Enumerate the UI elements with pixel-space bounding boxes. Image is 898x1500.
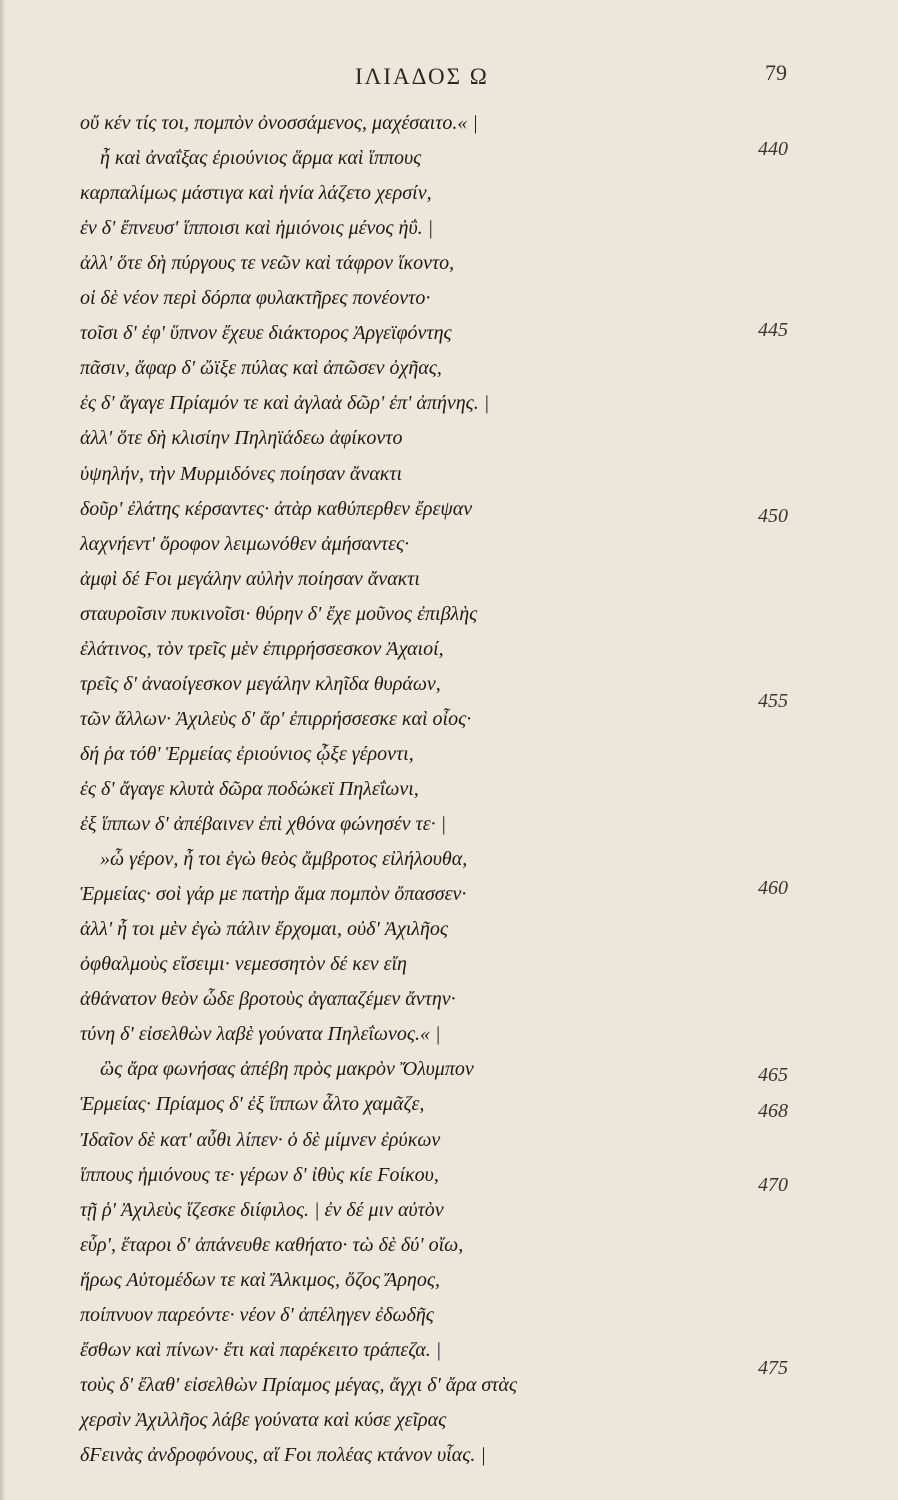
verse-line: καρπαλίμως μάστιγα καὶ ἡνία λάζετο χερσίν, xyxy=(80,182,432,204)
verse-line: ἐν δ' ἔπνευσ' ἵπποισι καὶ ἡμιόνοις μένος ἠΰ. | xyxy=(80,217,434,239)
verse-line: ἵππους ἡμιόνους τε· γέρων δ' ἰθὺς κίε Ϝοίκου, xyxy=(80,1164,439,1186)
verse-line: ὣς ἄρα φωνήσας ἀπέβη πρὸς μακρὸν Ὄλυμπον xyxy=(100,1058,474,1080)
verse-line: τοὺς δ' ἔλαθ' εἰσελθὼν Πρίαμος μέγας, ἄγχι δ' ἄρα στὰς xyxy=(80,1374,518,1396)
verse-line: οἱ δὲ νέον περὶ δόρπα φυλακτῆρες πονέοντο· xyxy=(80,287,431,309)
verse-line: Ἰδαῖον δὲ κατ' αὖθι λίπεν· ὁ δὲ μίμνεν ἐρύκων xyxy=(80,1129,441,1151)
page-number: 79 xyxy=(765,60,787,85)
verse-line: ποίπνυον παρεόντε· νέον δ' ἀπέληγεν ἐδωδῆς xyxy=(80,1304,434,1326)
verse-line: εὗρ', ἕταροι δ' ἀπάνευθε καθήατο· τὼ δὲ δύ' οἴω, xyxy=(80,1234,464,1256)
verse-line: ἔσθων καὶ πίνων· ἔτι καὶ παρέκειτο τράπεζα. | xyxy=(80,1339,442,1361)
verse-line: ὑψηλήν, τὴν Μυρμιδόνες ποίησαν ἄνακτι xyxy=(80,463,403,485)
verse-line: Ἑρμείας· σοὶ γάρ με πατὴρ ἅμα πομπὸν ὄπασσεν· xyxy=(80,883,467,905)
page-gutter-shadow xyxy=(0,0,6,1500)
line-number: 445 xyxy=(758,319,788,341)
verse-line: τρεῖς δ' ἀναοίγεσκον μεγάλην κληῖδα θυράων, xyxy=(80,673,441,695)
verse-line: ἦ καὶ ἀναΐξας ἐριούνιος ἅρμα καὶ ἵππους xyxy=(100,147,422,169)
verse-line: πᾶσιν, ἄφαρ δ' ὤϊξε πύλας καὶ ἀπῶσεν ὀχῆας, xyxy=(80,357,442,379)
verse-line: Ἑρμείας· Πρίαμος δ' ἐξ ἵππων ἆλτο χαμᾶζε, xyxy=(80,1093,425,1115)
verse-line: τοῖσι δ' ἐφ' ὕπνον ἔχευε διάκτορος Ἀργεϊφόντης xyxy=(80,322,452,344)
verse-line: ἀλλ' ἦ τοι μὲν ἐγὼ πάλιν ἔρχομαι, οὐδ' Ἀχιλῆος xyxy=(80,918,449,940)
verse-line: ὀφθαλμοὺς εἴσειμι· νεμεσσητὸν δέ κεν εἴη xyxy=(80,953,407,975)
verse-line: ἀλλ' ὅτε δὴ κλισίην Πηληϊάδεω ἀφίκοντο xyxy=(80,427,403,449)
running-title: ΙΛΙΑΔΟΣ Ω xyxy=(355,64,489,89)
verse-line: ἐξ ἵππων δ' ἀπέβαινεν ἐπὶ χθόνα φώνησέν τε· | xyxy=(80,813,447,835)
verse-line: δϜεινὰς ἀνδροφόνους, αἵ Ϝοι πολέας κτάνον υἷας. | xyxy=(80,1444,486,1466)
line-number: 465 xyxy=(758,1064,788,1086)
verse-line: ἀλλ' ὅτε δὴ πύργους τε νεῶν καὶ τάφρον ἵκοντο, xyxy=(80,252,455,274)
line-number: 470 xyxy=(758,1174,788,1196)
line-number: 455 xyxy=(758,690,788,712)
verse-line: ἥρως Αὐτομέδων τε καὶ Ἄλκιμος, ὄζος Ἄρηος, xyxy=(80,1269,440,1291)
verse-line: ἀμφὶ δέ Ϝοι μεγάλην αὐλὴν ποίησαν ἄνακτι xyxy=(80,568,420,590)
verse-line: οὔ κέν τίς τοι, πομπὸν ὀνοσσάμενος, μαχέσαιτο.« | xyxy=(80,112,478,134)
line-number: 440 xyxy=(758,138,788,160)
verse-line: ἀθάνατον θεὸν ὧδε βροτοὺς ἀγαπαζέμεν ἄντην· xyxy=(80,988,456,1010)
verse-line: λαχνήεντ' ὄροφον λειμωνόθεν ἀμήσαντες· xyxy=(80,533,410,555)
verse-line: ἐς δ' ἄγαγε Πρίαμόν τε καὶ ἀγλαὰ δῶρ' ἐπ' ἀπήνης. | xyxy=(80,392,490,414)
verse-line: δή ῥα τόθ' Ἑρμείας ἐριούνιος ᾦξε γέροντι, xyxy=(80,743,414,765)
verse-line: ἐλάτινος, τὸν τρεῖς μὲν ἐπιρρήσσεσκον Ἀχαιοί, xyxy=(80,638,444,660)
line-number: 450 xyxy=(758,505,788,527)
verse-line: »ὦ γέρον, ἦ τοι ἐγὼ θεὸς ἄμβροτος εἰλήλουθα, xyxy=(100,848,468,870)
verse-line: δοῦρ' ἐλάτης κέρσαντες· ἀτὰρ καθύπερθεν ἔρεψαν xyxy=(80,498,473,520)
page-header xyxy=(0,58,898,98)
verse-line: τῶν ἄλλων· Ἀχιλεὺς δ' ἄρ' ἐπιρρήσσεσκε καὶ οἶος· xyxy=(80,708,472,730)
verse-line: τῇ ῥ' Ἀχιλεὺς ἵζεσκε διίφιλος. | ἐν δέ μιν αὐτὸν xyxy=(80,1199,444,1221)
verse-line: ἐς δ' ἄγαγε κλυτὰ δῶρα ποδώκεϊ Πηλεΐωνι, xyxy=(80,778,419,800)
line-number: 475 xyxy=(758,1357,788,1379)
line-number: 468 xyxy=(758,1100,788,1122)
verse-line: χερσὶν Ἀχιλλῆος λάβε γούνατα καὶ κύσε χεῖρας xyxy=(80,1409,447,1431)
verse-line: σταυροῖσιν πυκινοῖσι· θύρην δ' ἔχε μοῦνος ἐπιβλὴς xyxy=(80,603,478,625)
line-number: 460 xyxy=(758,877,788,899)
verse-line: τύνη δ' εἰσελθὼν λαβὲ γούνατα Πηλεΐωνος.« | xyxy=(80,1023,441,1045)
